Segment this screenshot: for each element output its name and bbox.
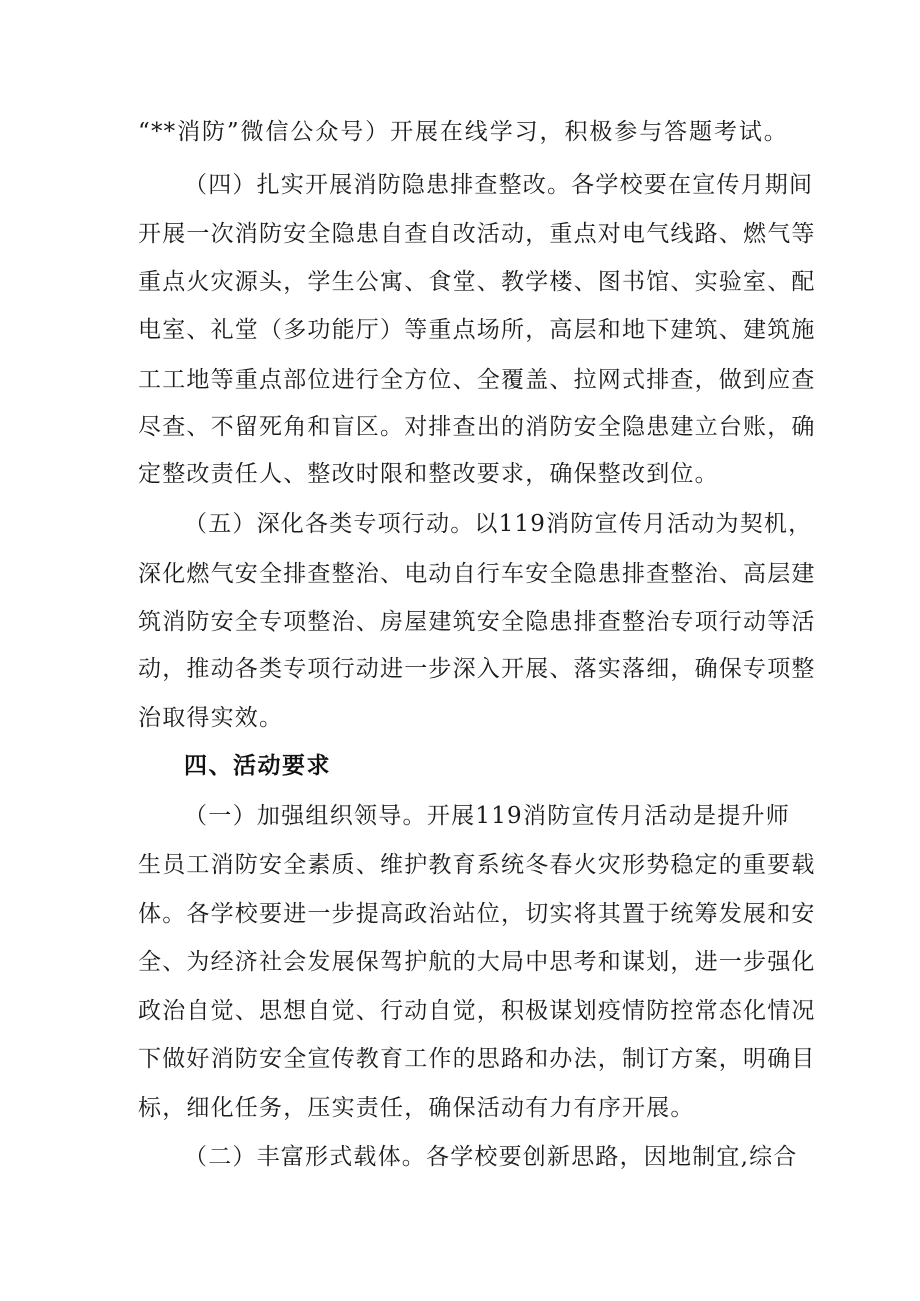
text-line-19: 政治自觉、思想自觉、行动自觉，积极谋划疫情防控常态化情况 [138,998,816,1024]
text-line-6: 工工地等重点部位进行全方位、全覆盖、拉网式排查，做到应查 [138,367,816,393]
text-line-20: 下做好消防安全宣传教育工作的思路和办法，制订方案，明确目 [138,1046,816,1072]
text-line-13: 治取得实效。 [138,705,284,731]
text-line-1: “**消防”微信公众号）开展在线学习，积极参与答题考试。 [138,119,788,145]
text-line-11: 筑消防安全专项整治、房屋建筑安全隐患排查整治专项行动等活 [138,609,816,635]
text-line-22: （二）丰富形式载体。各学校要创新思路，因地制宜,综合 [184,1144,798,1170]
text-line-4: 重点火灾源头，学生公寓、食堂、教学楼、图书馆、实验室、配 [138,269,816,295]
section-heading: 四、活动要求 [184,753,331,779]
text-line-21: 标，细化任务，压实责任，确保活动有力有序开展。 [138,1095,695,1121]
text-line-5: 电室、礼堂（多功能厅）等重点场所，高层和地下建筑、建筑施 [138,317,816,343]
text-line-15: （一）加强组织领导。开展119消防宣传月活动是提升师 [184,803,790,829]
text-line-16: 生员工消防安全素质、维护教育系统冬春火灾形势稳定的重要载 [138,852,816,878]
text-line-8: 定整改责任人、整改时限和整改要求，确保整改到位。 [138,461,719,487]
text-line-3: 开展一次消防安全隐患自查自改活动，重点对电气线路、燃气等 [138,221,816,247]
text-line-7: 尽查、不留死角和盲区。对排查出的消防安全隐患建立台账，确 [138,414,816,440]
text-line-9: （五）深化各类专项行动。以119消防宣传月活动为契机， [184,511,813,537]
text-line-17: 体。各学校要进一步提高政治站位，切实将其置于统筹发展和安 [138,901,816,927]
text-line-12: 动，推动各类专项行动进一步深入开展、落实落细，确保专项整 [138,656,816,682]
text-line-18: 全、为经济社会发展保驾护航的大局中思考和谋划，进一步强化 [138,949,816,975]
text-line-10: 深化燃气安全排查整治、电动自行车安全隐患排查整治、高层建 [138,561,816,587]
text-line-2: （四）扎实开展消防隐患排查整改。各学校要在宣传月期间 [184,172,814,198]
